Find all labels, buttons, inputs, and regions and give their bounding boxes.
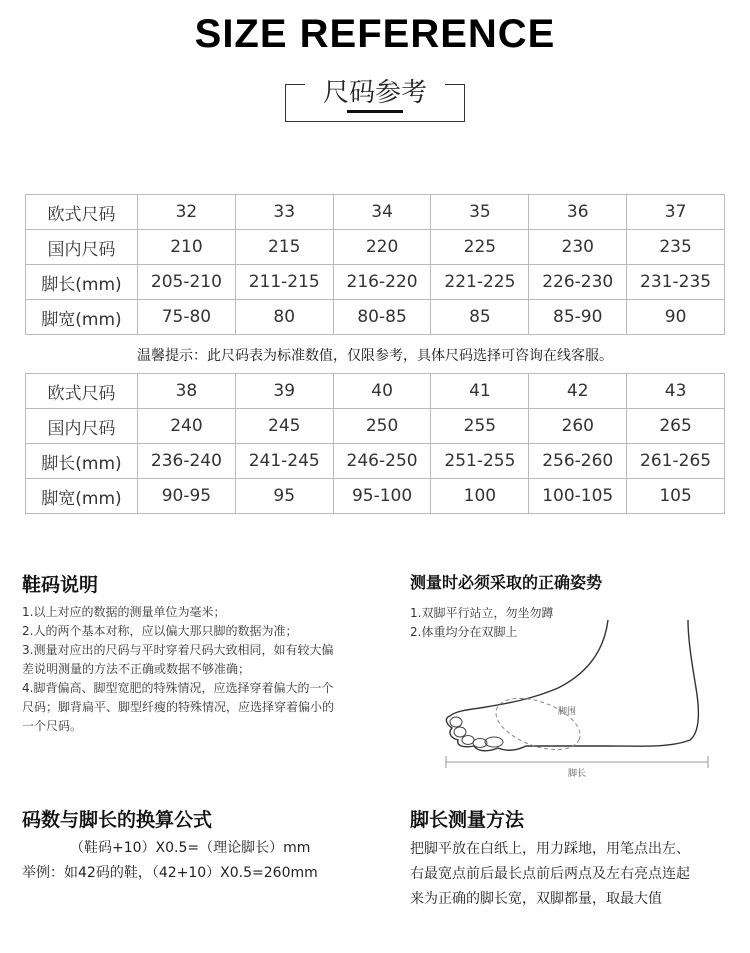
- table-cell: 246-250: [333, 444, 431, 479]
- size-table-1: [25, 194, 725, 335]
- table-cell: 251-255: [431, 444, 529, 479]
- table-cell: 80-85: [333, 300, 431, 335]
- method-line: 右最宽点前后最长点前后两点及左右亮点连起: [410, 866, 690, 882]
- shoe-size-note-title: 鞋码说明: [22, 574, 99, 596]
- table-cell: 230: [529, 230, 627, 265]
- table-cell: 265: [627, 409, 725, 444]
- row-label: 国内尺码: [26, 409, 138, 444]
- formula-line-1: （鞋码+10）X0.5=（理论脚长）mm: [70, 840, 311, 856]
- table-row: [26, 195, 725, 230]
- table-cell: 43: [627, 374, 725, 409]
- table-cell: 225: [431, 230, 529, 265]
- row-label: 脚宽(mm): [26, 479, 138, 514]
- table-cell: 215: [235, 230, 333, 265]
- notice-text: 温馨提示：此尺码表为标准数值，仅限参考，具体尺码选择可咨询在线客服。: [137, 348, 613, 364]
- table-cell: 32: [138, 195, 236, 230]
- note-line: 尺码；脚背扁平、脚型纤瘦的特殊情况，应选择穿着偏小的: [22, 700, 335, 714]
- shoe-size-note-body: [22, 603, 392, 736]
- table-row: [26, 230, 725, 265]
- table-cell: 255: [431, 409, 529, 444]
- table-cell: 41: [431, 374, 529, 409]
- posture-title: 测量时必须采取的正确姿势: [410, 573, 603, 592]
- row-label: 欧式尺码: [26, 195, 138, 230]
- table-cell: 33: [235, 195, 333, 230]
- note-line: 3.测量对应出的尺码与平时穿着尺码大致相同，如有较大偏: [22, 643, 334, 657]
- table-cell: 211-215: [235, 265, 333, 300]
- table-cell: 36: [529, 195, 627, 230]
- table-row: [26, 374, 725, 409]
- table-cell: 256-260: [529, 444, 627, 479]
- table-cell: 40: [333, 374, 431, 409]
- table-cell: 226-230: [529, 265, 627, 300]
- row-label: 脚长(mm): [26, 265, 138, 300]
- method-body: [410, 837, 745, 912]
- size-table-2: [25, 373, 725, 514]
- table-cell: 90-95: [138, 479, 236, 514]
- note-line: 一个尺码。: [22, 719, 83, 733]
- table-cell: 34: [333, 195, 431, 230]
- table-cell: 95-100: [333, 479, 431, 514]
- table-cell: 216-220: [333, 265, 431, 300]
- table-cell: 100: [431, 479, 529, 514]
- table-row: [26, 409, 725, 444]
- row-label: 国内尺码: [26, 230, 138, 265]
- table-row: [26, 479, 725, 514]
- table-cell: 260: [529, 409, 627, 444]
- table-row: [26, 265, 725, 300]
- subtitle-underline: [347, 110, 403, 113]
- note-line: 2.人的两个基本对称，应以偏大那只脚的数据为准；: [22, 624, 298, 638]
- table-cell: 42: [529, 374, 627, 409]
- toe: [462, 736, 474, 745]
- toe: [485, 737, 503, 747]
- table-cell: 241-245: [235, 444, 333, 479]
- note-line: 1.以上对应的数据的测量单位为毫米；: [22, 605, 226, 619]
- girth-label: 脚围: [558, 707, 577, 717]
- table-cell: 261-265: [627, 444, 725, 479]
- table-cell: 220: [333, 230, 431, 265]
- note-line: 4.脚背偏高、脚型宽肥的特殊情况，应选择穿着偏大的一个: [22, 681, 334, 695]
- row-label: 脚长(mm): [26, 444, 138, 479]
- method-line: 把脚平放在白纸上，用力踩地，用笔点出左、: [410, 841, 690, 857]
- table-cell: 235: [627, 230, 725, 265]
- formula-title: 码数与脚长的换算公式: [22, 809, 213, 831]
- table-cell: 85-90: [529, 300, 627, 335]
- page-title: SIZE REFERENCE: [194, 12, 556, 56]
- table-cell: 100-105: [529, 479, 627, 514]
- table-cell: 95: [235, 479, 333, 514]
- toe: [454, 727, 466, 737]
- table-cell: 37: [627, 195, 725, 230]
- table-cell: 210: [138, 230, 236, 265]
- table-cell: 240: [138, 409, 236, 444]
- table-cell: 105: [627, 479, 725, 514]
- table-cell: 231-235: [627, 265, 725, 300]
- note-line: 差说明测量的方法不正确或数据不够准确；: [22, 662, 251, 676]
- row-label: 欧式尺码: [26, 374, 138, 409]
- foot-illustration: [408, 612, 743, 782]
- table-row: [26, 300, 725, 335]
- table-cell: 39: [235, 374, 333, 409]
- method-title: 脚长测量方法: [410, 809, 525, 831]
- toe: [450, 717, 462, 727]
- subtitle: 尺码参考: [322, 78, 427, 108]
- table-cell: 35: [431, 195, 529, 230]
- table-cell: 38: [138, 374, 236, 409]
- posture-line: 2.体重均分在双脚上: [410, 625, 518, 639]
- posture-line: 1.双脚平行站立，勿坐勿蹲: [410, 606, 554, 620]
- table-cell: 245: [235, 409, 333, 444]
- table-cell: 80: [235, 300, 333, 335]
- method-line: 来为正确的脚长宽，双脚都量，取最大值: [410, 891, 662, 907]
- subtitle-frame: [285, 72, 465, 122]
- table-row: [26, 444, 725, 479]
- table-cell: 75-80: [138, 300, 236, 335]
- foot-outline: [446, 620, 698, 751]
- table-cell: 221-225: [431, 265, 529, 300]
- table-cell: 205-210: [138, 265, 236, 300]
- frame-bottom-line: [285, 121, 465, 122]
- formula-line-2: 举例：如42码的鞋，（42+10）X0.5=260mm: [22, 865, 318, 881]
- row-label: 脚宽(mm): [26, 300, 138, 335]
- table-cell: 85: [431, 300, 529, 335]
- table-cell: 250: [333, 409, 431, 444]
- table-cell: 90: [627, 300, 725, 335]
- length-label: 脚长: [568, 769, 587, 779]
- table-cell: 236-240: [138, 444, 236, 479]
